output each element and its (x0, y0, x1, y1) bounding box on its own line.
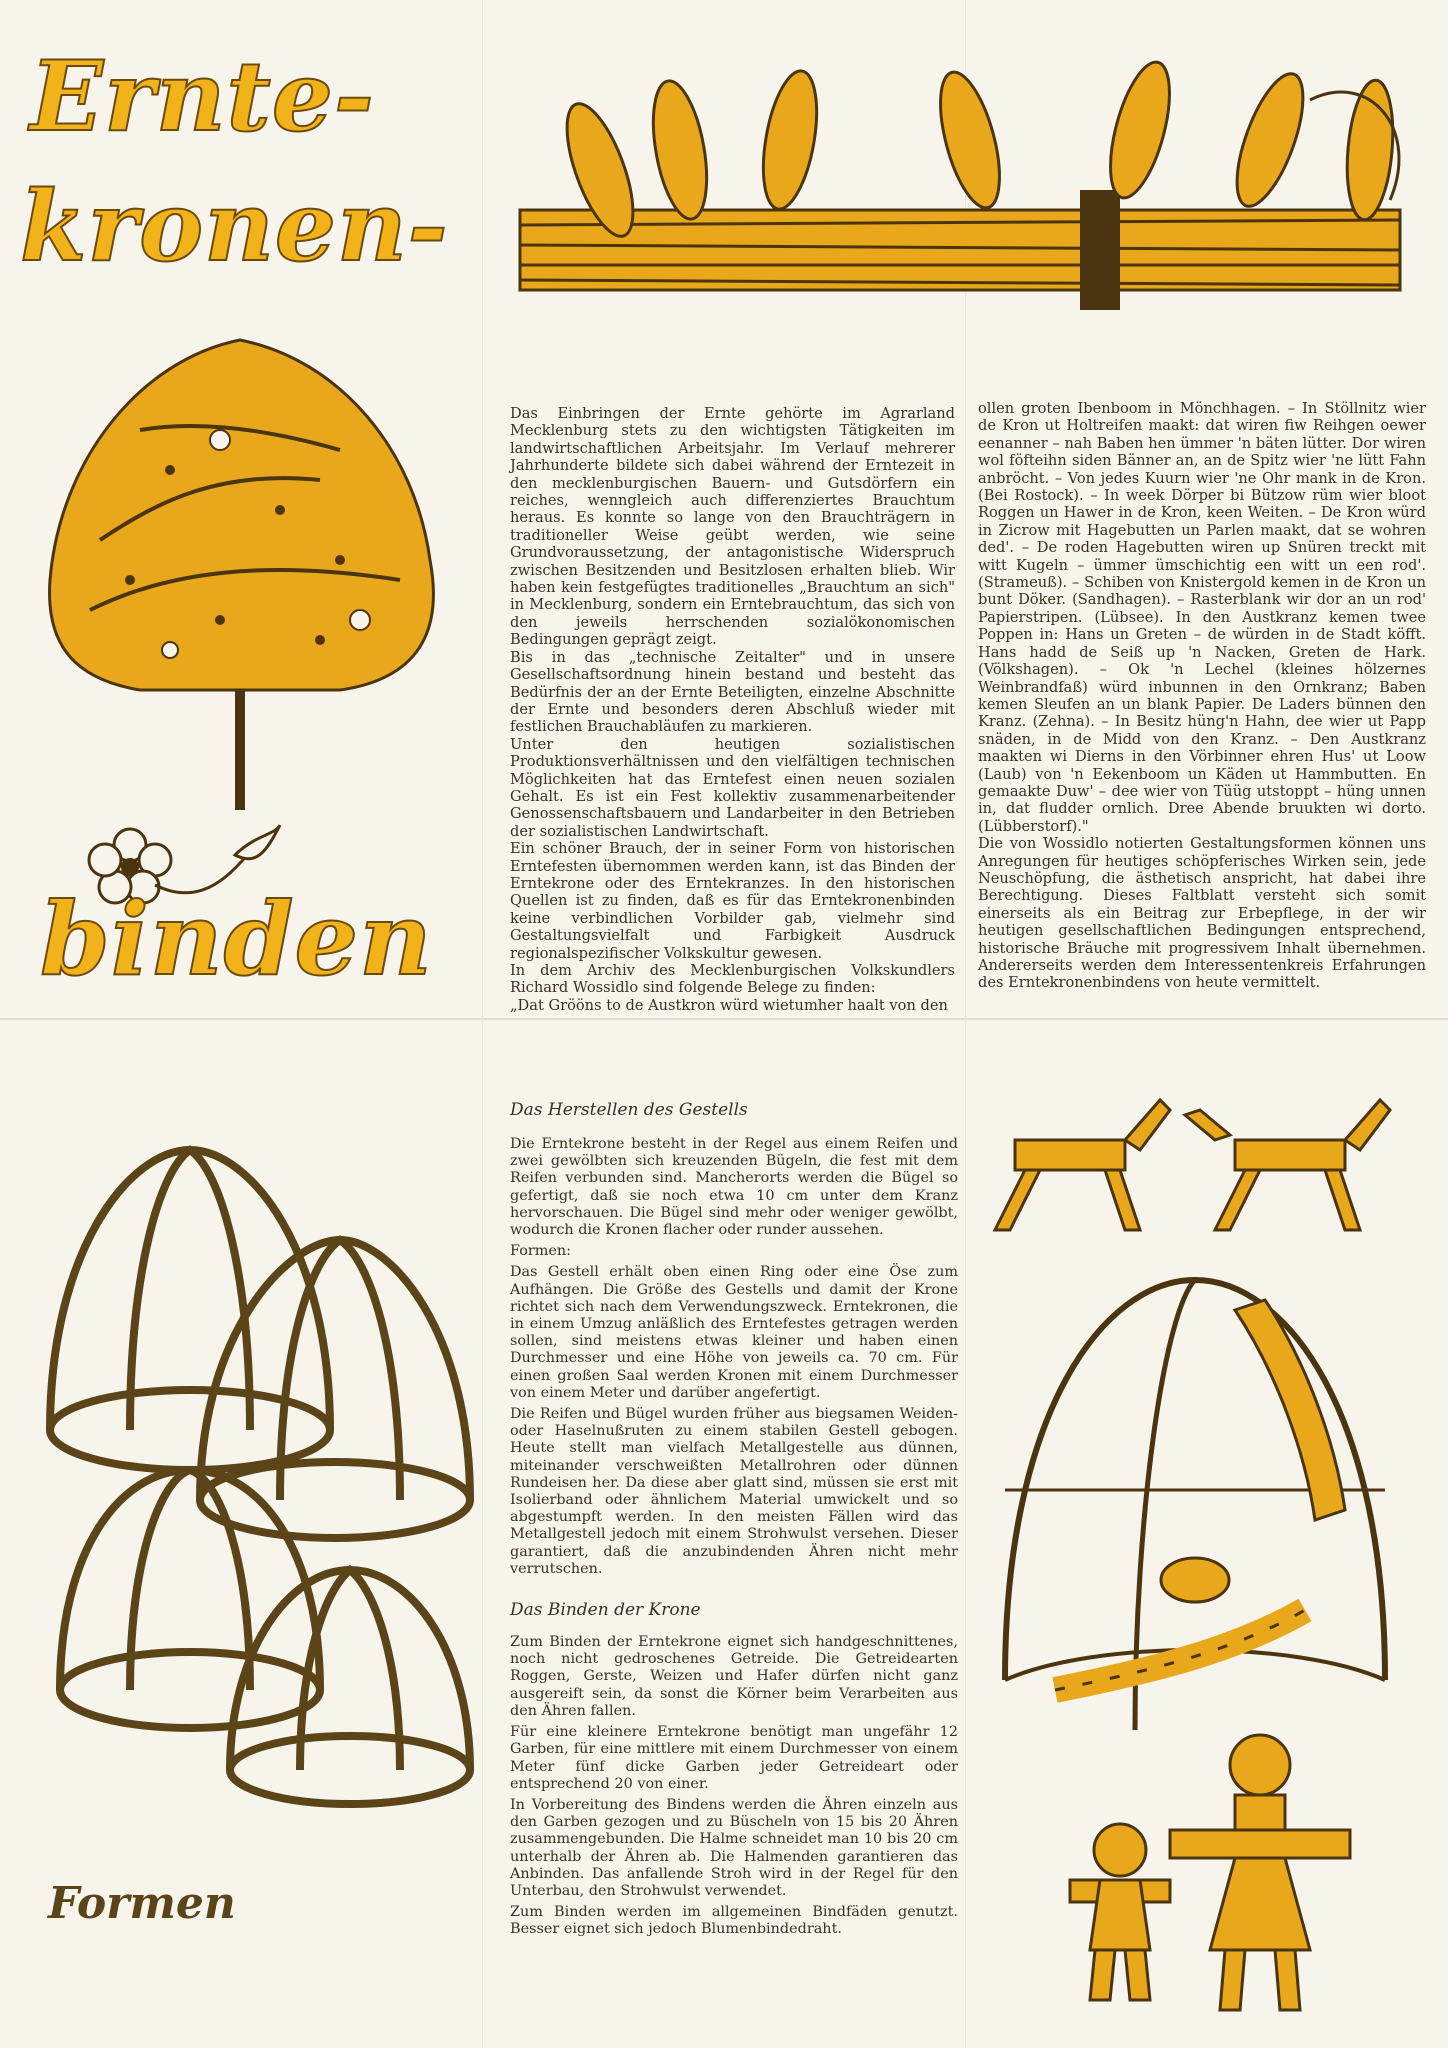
intro-paragraph-3: Unter den heutigen sozialistischen Produktionsverhältnissen und den vielfältigen technischen Möglichkeiten hat das Erntefest einen neuen sozialen Gehalt. Es ist ein Fest kollektiv zusammenarbeitender Genossenschaftsbauern und Landarbeiter in den Betrieben der sozialistischen Landwirtschaft. (510, 735, 955, 840)
title-word-3: binden (40, 880, 433, 998)
fold-line-vertical-left (482, 0, 483, 2048)
gestell-paragraph-1: Die Erntekrone besteht in der Regel aus einem Reifen und zwei gewölbten sich kreuzenden Bügeln, die fest mit dem Reifen verbunden sind. Mancherorts werden die Bügel so gefertigt, daß sie noch etwa 10 cm unter dem Kranz hervorschauen. Die Bügel sind mehr oder weniger gewölbt, wodurch die Kronen flacher oder runder aussehen. (510, 1136, 958, 1239)
intro-paragraph-1: Das Einbringen der Ernte gehörte im Agrarland Mecklenburg stets zu den wichtigsten Tätigkeiten im landwirtschaftlichen Arbeitsjahr. Im Verlauf mehrerer Jahrhunderte bildete sich dabei während der Erntezeit in den mecklenburgischen Bauern- und Gutsdörfern ein reiches, wenngleich auch differenziertes Brauchtum heraus. Es konnte so lange von den Brauchträgern in traditioneller Weise geübt werden, wie seine Grundvoraussetzung, der antagonistische Widerspruch zwischen Besitzenden und Besitzlosen erhalten blieb. Wir haben kein festgefügtes traditionelles „Brauchtum an sich" in Mecklenburg, sondern ein Erntebrauchtum, das sich von den jeweils herrschenden sozialökonomischen Bedingungen geprägt zeigt. (510, 405, 955, 649)
binden-paragraph-2: Für eine kleinere Erntekrone benötigt man ungefähr 12 Garben, für eine mittlere mit einem Durchmesser von einem Meter fünf dicke Garben jeder Getreideart oder entsprechend 20 von einer. (510, 1724, 958, 1792)
wheat-bundle-illustration (490, 40, 1430, 370)
gestell-paragraph-4: Die Reifen und Bügel wurden früher aus biegsamen Weiden- oder Haselnußruten zu einem stabilen Gestell gebogen. Heute stellt man vielfach Metallgestelle aus dünnen, miteinander verschweißten Metallrohren oder dünnen Rundeisen her. Da diese aber glatt sind, müssen sie erst mit Isolierband oder ähnlichem Material umwickelt und so abgestumpft werden. In den meisten Fällen wird das Metallgestell jedoch mit einem Strohwulst versehen. Dieser garantiert, daß die anzubindenden Ähren nicht mehr verrutschen. (510, 1406, 958, 1577)
intro-paragraph-8: Die von Wossidlo notierten Gestaltungsformen können uns Anregungen für heutiges schöpferisches Wirken sein, jede Neuschöpfung, die ästhetisch anspricht, hat dabei ihre Berechtigung. Dieses Faltblatt versteht sich somit einerseits als ein Beitrag zur Erbepflege, in der wir heutigen gesellschaftlichen Bedingungen entsprechend, historische Bräuche mit progressivem Inhalt übernehmen. Andererseits werden dem Interessentenkreis Erfahrungen des Erntekronenbindens von heute vermittelt. (978, 835, 1426, 992)
intro-paragraph-6: „Dat Grööns to de Austkron würd wietumher haalt von den (510, 996, 948, 1014)
intro-column-right (978, 400, 1426, 992)
intro-paragraph-7: ollen groten Ibenboom in Mönchhagen. – In Stöllnitz wier de Kron ut Holtreifen maakt: dat wiren fiw Reihgen oewer eenanner – nah Baben hen ümmer 'n bäten lütter. Dor wiren wol föfteihn siden Bänner an, an de Spitz wier 'ne lütt Fahn anbröcht. – Von jedes Kuurn wier 'ne Ohr mank in de Kron. (Bei Rostock). – In week Dörper bi Bützow rüm wier bloot Roggen un Hawer in de Kron, keen Weiten. – De Kron würd in Zicrow mit Hagebutten un Parlen maakt, dat se wohren ded'. – De roden Hagebutten wiren up Snüren treckt mit witt Kugeln – ümmer ümschichtig een witt un een rod'. (Strameuß). – Schiben von Knistergold kemen in de Kron un bunt Döker. (Sandhagen). – Rasterblank wir dor an un rod' Papierstripen. (Lübsee). In den Austkranz kemen twee Poppen in: Hans un Greten – de würden in de Stadt köfft. Hans hadd de Seiß up 'n Nacken, Greten de Hark. (Völkshagen). – Ok 'n Lechel (kleines hölzernes Weinbrandfaß) würd inbunnen in den Ornkranz; Baben kemen Sleufen an un blank Papier. De Laders bünnen den Kranz. (Zehna). – In Besitz hüng'n Hahn, dee wier ut Papp snäden, in de Midd von den Kranz. – Den Austkranz maakten wi Dierns in den Vörbinner ehren Hus' ut Loow (Laub) von 'n Eekenboom un Käden ut Hammbutten. En gemaakte Duw' – dee wier von Tüüg utstoppt – hüng unnen in, dat fludder ornlich. Dree Abende bruukten wi dorto. (Lübberstorf)." (978, 400, 1426, 835)
section-gestell (510, 1100, 958, 1943)
section-gestell-heading: Das Herstellen des Gestells (510, 1100, 748, 1120)
gestell-paragraph-2: Formen: (510, 1243, 572, 1260)
straw-horses-illustration (975, 1080, 1425, 1240)
straw-dolls-illustration (1060, 1730, 1380, 2020)
formen-label: Formen (48, 1878, 236, 1929)
intro-paragraph-4: Ein schöner Brauch, der in seiner Form von historischen Erntefesten übernommen werden kann, ist das Binden der Erntekrone oder des Erntekranzes. In den historischen Quellen ist zu finden, daß es für das Erntekronenbinden keine verbindlichen Vorbilder gab, vielmehr sind Gestaltungsvielfalt und Farbigkeit Ausdruck regionalspezifischer Volkskultur gewesen. (510, 840, 955, 962)
title-word-1: Ernte- (30, 40, 375, 153)
binden-paragraph-1: Zum Binden der Erntekrone eignet sich handgeschnittenes, noch nicht gedroschenes Getreide. Die Getreidearten Roggen, Gerste, Weizen und Hafer dürfen nicht ganz ausgereift sein, da sonst die Körner beim Verarbeiten aus den Ähren fallen. (510, 1634, 958, 1719)
intro-column-left (510, 405, 955, 1014)
title-word-2: kronen- (20, 170, 449, 283)
gestell-paragraph-3: Das Gestell erhält oben einen Ring oder eine Öse zum Aufhängen. Die Größe des Gestells und damit der Krone richtet sich nach dem Verwendungszweck. Erntekronen, die in einem Umzug anläßlich des Erntefestes getragen werden sollen, sind meistens etwas kleiner und haben einen Durchmesser und eine Höhe von jeweils ca. 70 cm. Für einen großen Saal werden Kronen mit einem Durchmesser von einem Meter und darüber angefertigt. (510, 1264, 958, 1401)
crown-frames-illustration (40, 1130, 480, 1870)
crown-binding-illustration (975, 1250, 1425, 1730)
binden-paragraph-4: Zum Binden werden im allgemeinen Bindfäden genutzt. Besser eignet sich jedoch Blumenbindedraht. (510, 1904, 958, 1938)
section-binden-heading: Das Binden der Krone (510, 1600, 701, 1621)
intro-paragraph-5: In dem Archiv des Mecklenburgischen Volkskundlers Richard Wossidlo sind folgende Belege zu finden: (510, 962, 955, 997)
fold-line-horizontal (0, 1018, 1448, 1020)
intro-paragraph-2: Bis in das „technische Zeitalter" und in unsere Gesellschaftsordnung hinein bestand und besteht das Bedürfnis der an der Ernte Beteiligten, einzelne Abschnitte der Ernte und besonders deren Abschluß wieder mit festlichen Brauchabläufen zu markieren. (510, 648, 955, 736)
binden-paragraph-3: In Vorbereitung des Bindens werden die Ähren einzeln aus den Garben gezogen und zu Büscheln von 15 bis 20 Ähren zusammengebunden. Die Halme schneidet man 10 bis 20 cm unterhalb der Ähren ab. Die Halmenden garantieren das Anbinden. Das anfallende Stroh wird in der Regel für den Unterbau, den Strohwulst verwendet. (510, 1796, 958, 1899)
wheat-sheaf-illustration (20, 320, 460, 840)
